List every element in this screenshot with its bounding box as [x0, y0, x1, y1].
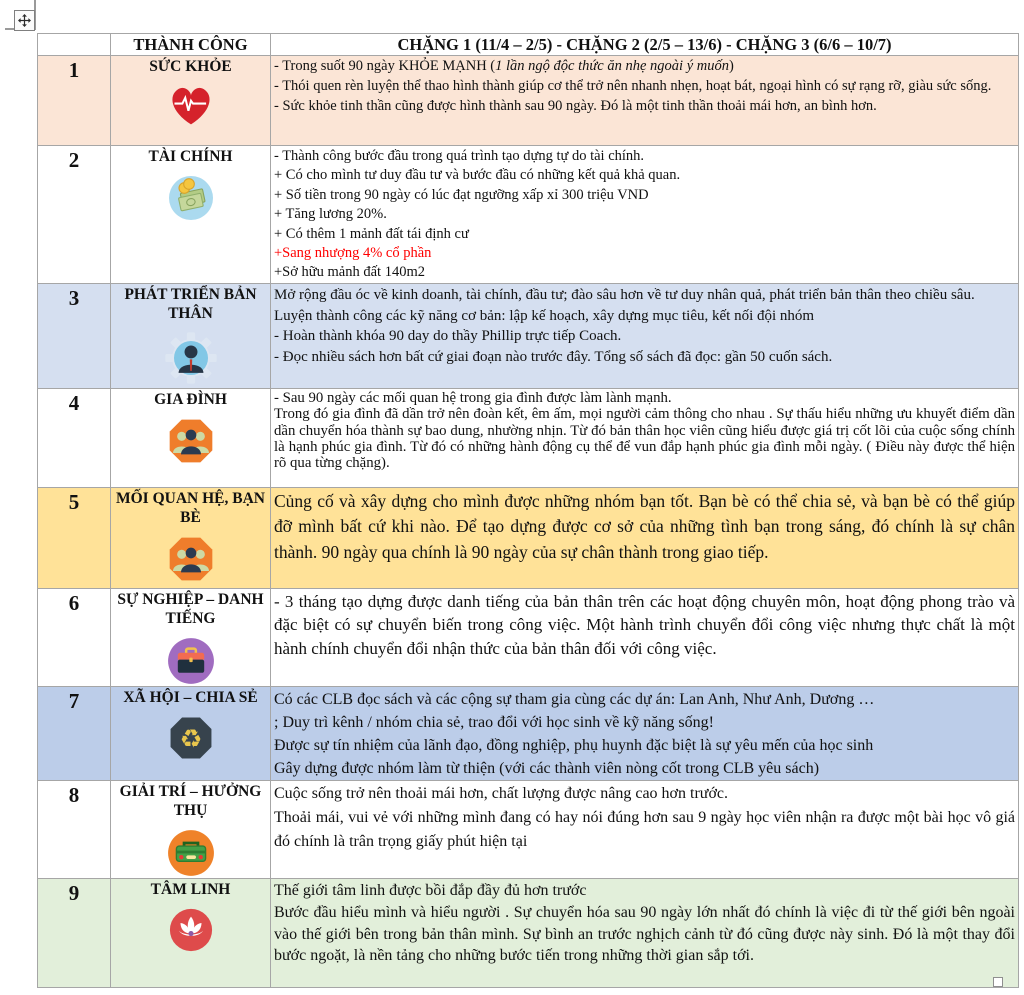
category-label: MỐI QUAN HỆ, BẠN BÈ	[116, 490, 265, 526]
heart-ecg-icon[interactable]	[168, 84, 214, 126]
category-label: TÀI CHÍNH	[148, 148, 233, 165]
category-cell[interactable]	[111, 56, 271, 146]
paragraph: Bước đầu hiểu mình và hiểu người . Sự chuyển hóa sau 90 ngày lớn nhất đó chính là việc đi từ thế giới bên ngoài vào thế giới bên trong bản thân mình. Sự bình an trước nghịch cảnh từ đó cũng được này sinh. Đó là một thay đổi bước ngoặt, là nền tảng cho những bước tiến trong những thời gian sắp tới.	[274, 903, 1015, 965]
category-label: PHÁT TRIỂN BẢN THÂN	[124, 286, 257, 322]
category-cell[interactable]	[111, 589, 271, 687]
header-stages-label: CHẶNG 1 (11/4 – 2/5) - CHẶNG 2 (2/5 – 13/6) - CHẶNG 3 (6/6 – 10/7)	[397, 35, 892, 54]
category-label: GIẢI TRÍ – HƯỞNG THỤ	[119, 783, 262, 819]
category-cell[interactable]	[111, 879, 271, 988]
table-row	[38, 284, 1019, 389]
description-cell[interactable]	[271, 389, 1019, 488]
paragraph: Được sự tín nhiệm của lãnh đạo, đồng nghiệp, phụ huynh đặc biệt là sự yêu mến của học sinh	[274, 737, 874, 754]
table-row	[38, 389, 1019, 488]
table-row	[38, 488, 1019, 589]
paragraph: Củng cố và xây dựng cho mình được những nhóm bạn tốt. Bạn bè có thể chia sẻ, và bạn bè có thể giúp đỡ mình bất cứ khi nào. Để tạo dựng được cơ sở của những tình bạn trong sáng, đó chính là sự chân thành. 90 ngày qua chính là 90 ngày của sự chân thành trong giao tiếp.	[274, 491, 1015, 562]
row-number-cell[interactable]: 8	[38, 781, 111, 879]
description-cell[interactable]	[271, 687, 1019, 781]
description-cell[interactable]	[271, 781, 1019, 879]
category-cell[interactable]	[111, 488, 271, 589]
paragraph: Thoải mái, vui vẻ với những mình đang có hay nói đúng hơn sau 9 ngày học viên nhận ra được một bài học vô giá đó chính là trân trọng giấy phút hiện tại	[274, 809, 1015, 850]
category-label: SỨC KHỎE	[149, 58, 232, 75]
row-number-cell[interactable]: 3	[38, 284, 111, 389]
success-summary-table	[37, 33, 1019, 988]
category-label: SỰ NGHIỆP – DANH TIẾNG	[117, 591, 264, 627]
paragraph: Luyện thành công các kỹ năng cơ bản: lập kế hoạch, xây dựng mục tiêu, kết nối đội nhóm	[274, 307, 815, 324]
category-label: XÃ HỘI – CHIA SẺ	[123, 689, 258, 706]
header-category-cell[interactable]	[111, 34, 271, 56]
description-cell[interactable]	[271, 146, 1019, 284]
category-cell[interactable]	[111, 687, 271, 781]
money-icon[interactable]	[167, 174, 215, 222]
header-category-label: THÀNH CÔNG	[133, 35, 248, 54]
person-gear-icon[interactable]	[164, 331, 218, 385]
friends-icon[interactable]	[167, 535, 215, 583]
table-row	[38, 687, 1019, 781]
paragraph: + Có cho mình tư duy đầu tư và bước đầu có những kết quả khả quan.	[274, 167, 681, 184]
lotus-icon[interactable]	[168, 907, 214, 953]
paragraph: - 3 tháng tạo dựng được danh tiếng của bản thân trên các hoạt động chuyên môn, hoạt động phong trào và đặc biệt có sự chuyển biến trong công việc. Một hành trình chuyển đổi công việc nhưng thực chất là một hành chính chuyển đổi nhận thức của bản thân đối với công việc.	[274, 592, 1015, 658]
paragraph: + Có thêm 1 mảnh đất tái định cư	[274, 225, 469, 242]
table-row	[38, 781, 1019, 879]
briefcase-icon[interactable]	[166, 636, 216, 686]
recycle-icon[interactable]	[168, 715, 214, 761]
move-arrows-icon	[18, 14, 31, 27]
description-cell[interactable]	[271, 589, 1019, 687]
row-number-cell[interactable]: 4	[38, 389, 111, 488]
description-cell[interactable]	[271, 56, 1019, 146]
paragraph: - Sức khỏe tinh thần cũng được hình thành sau 90 ngày. Đó là một tinh thần thoải mái hơn, an bình hơn.	[274, 97, 877, 114]
row-number-cell[interactable]: 2	[38, 146, 111, 284]
paragraph: - Trong suốt 90 ngày KHỎE MẠNH (1 lần ngộ độc thức ăn nhẹ ngoài ý muốn)	[274, 58, 734, 74]
category-label: GIA ĐÌNH	[154, 391, 227, 408]
paragraph: Cuộc sống trở nên thoải mái hơn, chất lượng được nâng cao hơn trước.	[274, 785, 729, 802]
header-empty-cell[interactable]	[38, 34, 111, 56]
row-number-cell[interactable]: 6	[38, 589, 111, 687]
table-row	[38, 589, 1019, 687]
paragraph: Mở rộng đầu óc về kinh doanh, tài chính, đầu tư; đào sâu hơn về tư duy nhân quả, phát triển bản thân theo chiều sâu.	[274, 287, 975, 303]
description-cell[interactable]	[271, 284, 1019, 389]
paragraph: + Số tiền trong 90 ngày có lúc đạt ngưỡng xấp xỉ 300 triệu VND	[274, 186, 649, 203]
description-cell[interactable]	[271, 488, 1019, 589]
paragraph: Trong đó gia đình đã dần trở nên đoàn kết, êm ấm, mọi người cảm thông cho nhau . Sự thấu hiểu những ưu khuyết điểm dần dần chuyển hóa thành sự bao dung, nhường nhịn. Từ đó bản thân học viên cũng hiểu được giá trị cốt lõi của cuộc sống chính là hạnh phúc gia đình. Từ đó có những hành động cụ thể để vun đắp hạnh phúc gia đình mỗi ngày. ( Điều này được thể hiện rõ qua từng chặng).	[274, 406, 1015, 472]
paragraph: ; Duy trì kênh / nhóm chia sẻ, trao đổi với học sinh về kỹ năng sống!	[274, 714, 714, 731]
paragraph: Có các CLB đọc sách và các cộng sự tham gia cùng các dự án: Lan Anh, Như Anh, Dương …	[274, 691, 875, 708]
table-resize-handle[interactable]	[993, 977, 1003, 987]
table-row	[38, 879, 1019, 988]
svg-text:♻: ♻	[179, 724, 202, 755]
table-move-handle[interactable]	[14, 10, 35, 31]
paragraph: Thế giới tâm linh được bồi đắp đầy đủ hơn trước	[274, 882, 587, 899]
paragraph: Gây dựng được nhóm làm từ thiện (với các thành viên nòng cốt trong CLB yêu sách)	[274, 760, 820, 777]
family-icon[interactable]	[167, 417, 215, 465]
row-number-cell[interactable]: 5	[38, 488, 111, 589]
paragraph: - Thành công bước đầu trong quá trình tạo dựng tự do tài chính.	[274, 148, 645, 164]
paragraph: - Sau 90 ngày các mối quan hệ trong gia đình được làm lành mạnh.	[274, 390, 672, 406]
row-number-cell[interactable]: 7	[38, 687, 111, 781]
table-row	[38, 56, 1019, 146]
description-cell[interactable]	[271, 879, 1019, 988]
row-number-cell[interactable]: 1	[38, 56, 111, 146]
category-cell[interactable]	[111, 389, 271, 488]
paragraph: + Tăng lương 20%.	[274, 206, 387, 223]
table-row	[38, 146, 1019, 284]
radio-icon[interactable]	[166, 828, 216, 878]
paragraph: +Sở hữu mảnh đất 140m2	[274, 264, 425, 281]
category-label: TÂM LINH	[150, 881, 231, 898]
paragraph: - Hoàn thành khóa 90 day do thầy Phillip trực tiếp Coach.	[274, 328, 622, 344]
header-row	[38, 34, 1019, 56]
category-cell[interactable]	[111, 781, 271, 879]
paragraph-highlight-red: +Sang nhượng 4% cổ phần	[274, 245, 432, 262]
row-number-cell[interactable]: 9	[38, 879, 111, 988]
paragraph: - Đọc nhiều sách hơn bất cứ giai đoạn nào trước đây. Tổng số sách đã đọc: gần 50 cuốn sách.	[274, 348, 833, 365]
category-cell[interactable]	[111, 284, 271, 389]
category-cell[interactable]	[111, 146, 271, 284]
header-stages-cell[interactable]	[271, 34, 1019, 56]
paragraph: - Thói quen rèn luyện thể thao hình thành giúp cơ thể trở nên nhanh nhẹn, hoạt bát, ngoại hình có sự rạng rỡ, giàu sức sống.	[274, 77, 992, 94]
